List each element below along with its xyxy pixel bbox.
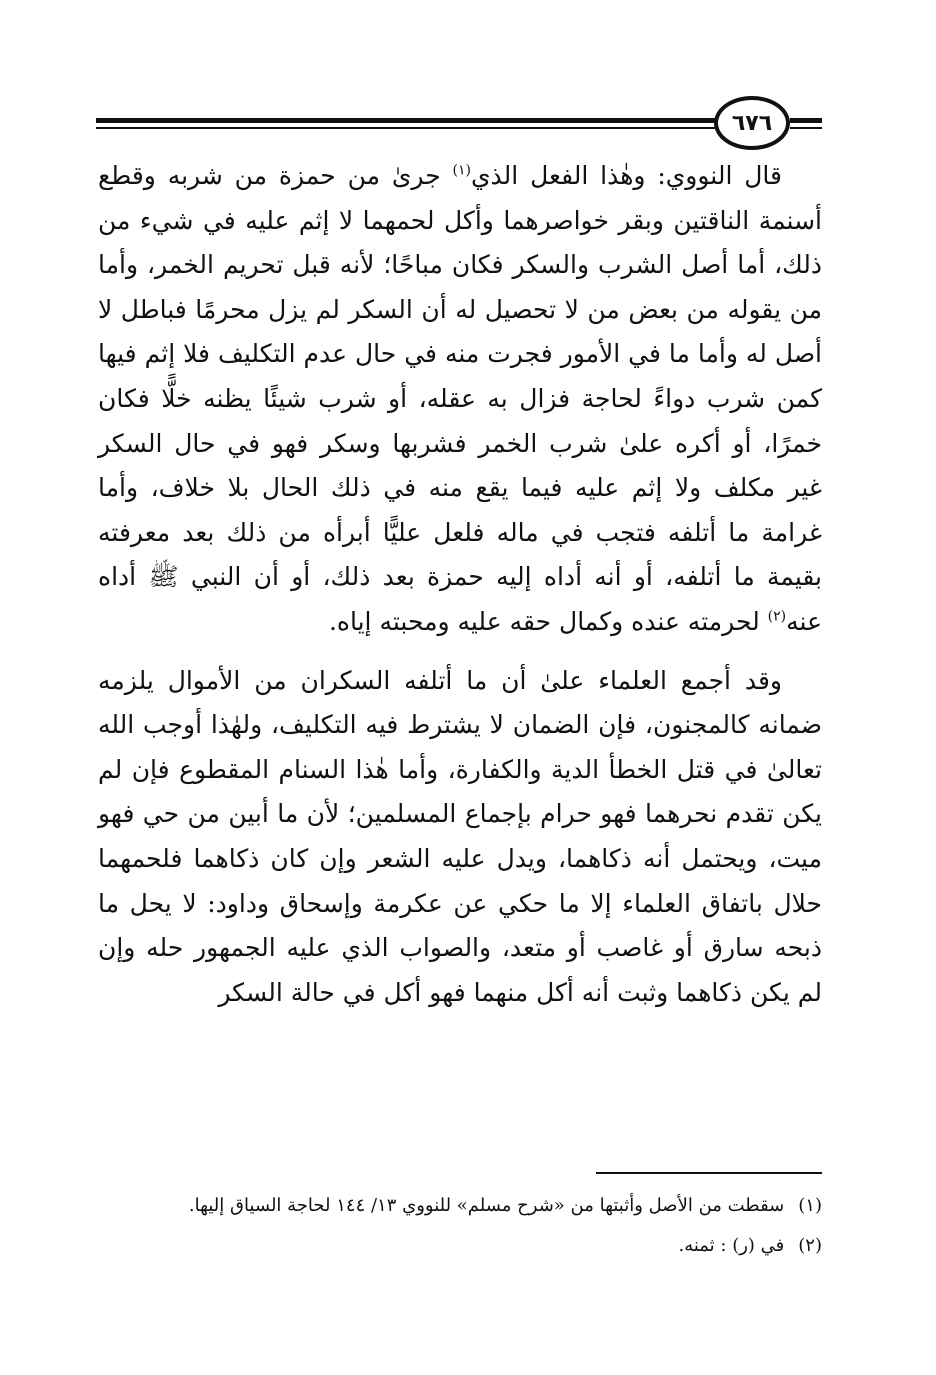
footnote-number: (٢): [798, 1235, 822, 1256]
paragraph-1-middle: جرىٰ من حمزة من شربه وقطع أسنمة الناقتين وبقر خواصرهما وأكل لحمهما لا إثم عليه في شيء من ذلك، أما أصل الشرب والسكر فكان مباحًا؛ لأنه قبل تحريم الخمر، وأما من يقوله من بعض من لا تحصيل له أن السكر لم يزل محرمًا فباطل لا أصل له وأما ما في الأمور فجرت منه في حال عدم التكليف فلا إثم فيها كمن شرب دواءً لحاجة فزال به عقله، أو شرب شيئًا يظنه خلًّا فكان خمرًا، أو أكره علىٰ شرب الخمر فشربها وسكر فهو في حال السكر غير مكلف ولا إثم عليه فيما يقع منه في ذلك الحال بلا خلاف، وأما غرامة ما أتلفه فتجب في ماله فلعل عليًّا أبرأه من ذلك بعد معرفته بقيمة ما أتلفه، أو أنه أداه إليه حمزة بعد ذلك، أو أن النبي ﷺ أداه عنه: [98, 161, 822, 636]
page-number: ٦٧٦: [714, 96, 790, 150]
header-rule-right-thin: [790, 127, 822, 129]
footnote-ref-1[interactable]: (١): [452, 162, 471, 179]
paragraph-1-end: لحرمته عنده وكمال حقه عليه ومحبته إياه.: [328, 606, 768, 636]
paragraph-1: [98, 154, 822, 645]
footnote-1: [98, 1186, 822, 1226]
footnote-divider: [596, 1172, 822, 1174]
footnote-text: سقطت من الأصل وأثبتها من «شرح مسلم» للنووي ١٣/ ١٤٤ لحاجة السياق إليها.: [188, 1195, 785, 1216]
paragraph-2: وقد أجمع العلماء علىٰ أن ما أتلفه السكران من الأموال يلزمه ضمانه كالمجنون، فإن الضمان لا يشترط فيه التكليف، ولهٰذا أوجب الله تعالىٰ في قتل الخطأ الدية والكفارة، وأما هٰذا السنام المقطوع فإن لم يكن تقدم نحرهما فهو حرام بإجماع المسلمين؛ لأن ما أبين من حي فهو ميت، ويحتمل أنه ذكاهما، ويدل عليه الشعر وإن كان ذكاهما فلحمهما حلال باتفاق العلماء إلا ما حكي عن عكرمة وإسحاق وداود: لا يحل ما ذبحه سارق أو غاصب أو متعد، والصواب الذي عليه الجمهور حله وإن لم يكن ذكاهما وثبت أنه أكل منهما فهو أكل في حالة السكر: [98, 665, 822, 1007]
header-rule: [96, 118, 718, 123]
footnote-ref-2[interactable]: (٢): [767, 608, 787, 625]
paragraph-1-start: قال النووي: وهٰذا الفعل الذي: [470, 161, 782, 190]
footnote-2: [98, 1226, 822, 1266]
footnote-number: (١): [798, 1195, 822, 1216]
header-rule-thin: [96, 127, 718, 129]
main-text: [98, 154, 822, 1015]
footnote-text: في (ر) : ثمنه.: [678, 1235, 785, 1256]
header-rule-right: [790, 118, 822, 123]
footnotes: [98, 1186, 822, 1266]
page-header: [96, 96, 822, 156]
